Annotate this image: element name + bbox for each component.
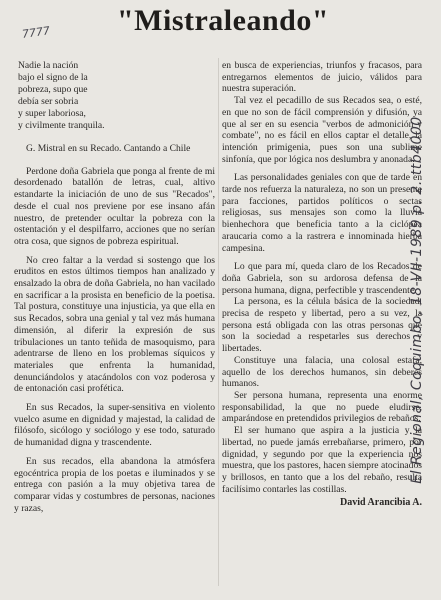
poem-source: G. Mistral en su Recado. Cantando a Chile: [26, 143, 191, 154]
left-column: [14, 60, 215, 514]
paragraph: Constituye una falacia, una colosal estafa, aquello de los derechos humanos, sin deberes humanos.: [222, 354, 422, 390]
poem-line: pobreza, supo que: [18, 84, 88, 95]
paragraph: Las personalidades geniales con que de tarde en tarde nos refuerza la naturaleza, no son un presente para facciones, partidos políticos o sectas religiosas, sus mensajes son como la lluvia bienhechora que beneficia tanto a la ciclópea araucaria como a la rastrera e innominada hierba campesina.: [222, 172, 422, 254]
handwritten-corner-mark: 7777: [21, 24, 51, 41]
paragraph: Ser persona humana, representa una enorme responsabilidad, la que no puede eludirse, amparándose en pretendidos privilegios de rebaños.: [222, 389, 422, 425]
paragraph: Perdone doña Gabriela que ponga al frente de mi desordenado batallón de letras, cual, altivo estandarte la iniciación de uno de sus "Recados", desde el cual nos previene por ese insano afán nuestro, de pretender ocultar la pobreza con la ostentación y el despilfarro, acciones que no serían otra cosa, que signos de pobreza espiritual.: [14, 165, 215, 247]
poem-line: bajo el signo de la: [18, 72, 88, 83]
article-title: "Mistraleando": [117, 4, 329, 37]
paragraph: Tal vez el pecadillo de sus Recados sea, o esté, en que no son de fácil comprensión y difusión, ya que al ser en su esencia "verbos de admonición y combate", no es fácil en ellos captar el detalle, la intención primigenia, pues son una sublime sinfonía, que por lógica nos deslumbra y anonada.: [222, 95, 422, 165]
poem-line: Nadie la nación: [18, 60, 79, 71]
column-divider: [218, 58, 219, 586]
handwritten-margin-note: [404, 12, 430, 592]
poem-line: debía ser sobria: [18, 96, 79, 107]
paragraph: En sus recados, ella abandona la atmósfera egocéntrica propia de los poetas e iluminados y se entrega con pasión a la muy objetiva tarea de comparar vidas y costumbres de personas, naciones y razas,: [14, 455, 215, 514]
poem-line: y civilmente tranquila.: [18, 120, 105, 131]
paragraph: en busca de experiencias, triunfos y fracasos, para entregarnos elementos de juicio, válidos para nuestra superación.: [222, 60, 422, 95]
author-signature: David Arancibia A.: [340, 497, 422, 509]
right-column: [222, 60, 422, 509]
poem-line: y super laboriosa,: [18, 108, 86, 119]
paragraph: El ser humano que aspira a la justicia y la libertad, no puede jamás errebañarse, primero, por dignidad, y segundo por que la experiencia nos muestra, que los pastores, hacen siempre atocinados y brillosos, en tanto que a los del rebaño, resulta facilísimo contarles las costillas.: [222, 425, 422, 495]
paragraph: No creo faltar a la verdad si sostengo que los eruditos en estos últimos tiempos han analizado y ensalzado la obra de doña Gabriela, no han vacilado en sacrificar a la prosista en beneficio de la poetisa. Tal postura, constituye una injusticia, ya que ella en sus Recados, sobra una genial y tal vez más humana dimensión, al diferir la expresión de sus tribulaciones un tanto teñida de masoquismo, para adentrarse de lleno en los problemas síquicos y materiales que enfrenta la humanidad, denunciándolos y atacándolos con voz poderosa y de entonación casi profética.: [14, 254, 215, 395]
paragraph: Lo que para mí, queda claro de los Recados de doña Gabriela, son su ardorosa defensa de la persona humana, digna, perfectible y trascendente.: [222, 261, 422, 296]
paragraph: La persona, es la célula básica de la sociedad, precisa de respeto y libertad, pero a su vez, la persona está obligada con las otras personas que son la sociedad a respetarles sus derechos y libertades.: [222, 296, 422, 355]
paragraph: En sus Recados, la super-sensitiva en violento vuelco asume en dignidad y majestad, la calidad de filósofo, sicólogo y sociólogo y ese todo, saturado de humanidad digna y trascendente.: [14, 402, 215, 449]
epigraph-poem: [14, 60, 215, 132]
margin-note-text: El Regional, Coquimbo, 18-VII-1989 p. 2. ttb4000: [409, 116, 425, 484]
